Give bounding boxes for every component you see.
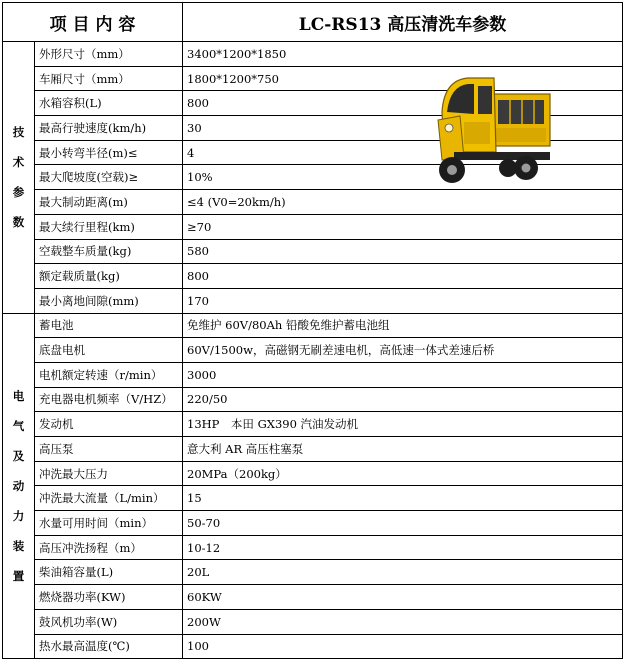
spec-item-value: ≥70: [183, 214, 623, 239]
spec-item-value: 50-70: [183, 511, 623, 536]
spec-row: [3, 511, 623, 536]
category-char: 装: [12, 538, 25, 553]
spec-row: [3, 535, 623, 560]
spec-row: [3, 239, 623, 264]
spec-row: [3, 461, 623, 486]
spec-item-value: 60KW: [183, 585, 623, 610]
spec-item-value: 1800*1200*750: [183, 66, 623, 91]
vehicle-photo: [434, 72, 554, 190]
spec-item-label: 最大爬坡度(空载)≥: [35, 165, 183, 190]
spec-item-label: 最高行驶速度(km/h): [35, 116, 183, 141]
spec-item-value: 3400*1200*1850: [183, 42, 623, 67]
spec-row: [3, 634, 623, 659]
spec-item-value: 10%: [183, 165, 623, 190]
spec-row: [3, 486, 623, 511]
header-left: 项 目 内 容: [3, 3, 183, 42]
category-char: 参: [12, 185, 25, 200]
category-char: 气: [12, 418, 25, 433]
header-row: [3, 3, 623, 42]
spec-item-value: 15: [183, 486, 623, 511]
spec-item-label: 电机额定转速（r/min）: [35, 362, 183, 387]
spec-row: [3, 214, 623, 239]
spec-item-value: 20L: [183, 560, 623, 585]
spec-row: [3, 387, 623, 412]
spec-item-label: 鼓风机功率(W): [35, 609, 183, 634]
spec-item-value: 170: [183, 288, 623, 313]
spec-item-label: 燃烧器功率(KW): [35, 585, 183, 610]
spec-item-value: 意大利 AR 高压柱塞泵: [183, 437, 623, 462]
spec-item-value: 800: [183, 264, 623, 289]
spec-item-value: 13HP 本田 GX390 汽油发动机: [183, 412, 623, 437]
spec-item-label: 最大制动距离(m): [35, 190, 183, 215]
spec-item-value: 220/50: [183, 387, 623, 412]
spec-item-value: 200W: [183, 609, 623, 634]
spec-item-label: 车厢尺寸（mm）: [35, 66, 183, 91]
spec-item-value: 20MPa（200kg）: [183, 461, 623, 486]
spec-item-label: 水箱容积(L): [35, 91, 183, 116]
category-char: 置: [12, 568, 25, 583]
spec-item-label: 空载整车质量(kg): [35, 239, 183, 264]
spec-row: [3, 585, 623, 610]
spec-item-label: 蓄电池: [35, 313, 183, 338]
spec-item-label: 热水最高温度(℃): [35, 634, 183, 659]
spec-item-value: ≤4 (V0=20km/h): [183, 190, 623, 215]
spec-item-label: 水量可用时间（min）: [35, 511, 183, 536]
spec-item-label: 充电器电机频率（V/HZ）: [35, 387, 183, 412]
category-char: 力: [12, 508, 25, 523]
spec-item-label: 高压泵: [35, 437, 183, 462]
spec-item-label: 冲洗最大流量（L/min）: [35, 486, 183, 511]
header-right: LC-RS13 高压清洗车参数: [183, 3, 623, 42]
spec-row: [3, 42, 623, 67]
spec-sheet: [2, 2, 622, 659]
spec-item-label: 最小离地间隙(mm): [35, 288, 183, 313]
spec-item-label: 冲洗最大压力: [35, 461, 183, 486]
spec-item-label: 高压冲洗扬程（m）: [35, 535, 183, 560]
spec-row: [3, 362, 623, 387]
spec-item-value: 30: [183, 116, 623, 141]
spec-row: [3, 609, 623, 634]
spec-row: [3, 313, 623, 338]
spec-item-label: 外形尺寸（mm）: [35, 42, 183, 67]
spec-row: [3, 288, 623, 313]
spec-item-label: 额定载质量(kg): [35, 264, 183, 289]
spec-item-value: 100: [183, 634, 623, 659]
category-char: 术: [12, 155, 25, 170]
spec-item-value: 800: [183, 91, 623, 116]
spec-item-value: 10-12: [183, 535, 623, 560]
spec-row: [3, 264, 623, 289]
spec-item-label: 发动机: [35, 412, 183, 437]
spec-row: [3, 190, 623, 215]
spec-item-value: 60V/1500w，高磁钢无刷差速电机，高低速一体式差速后桥: [183, 338, 623, 363]
category-char: 电: [12, 388, 25, 403]
spec-item-value: 免维护 60V/80Ah 铅酸免维护蓄电池组: [183, 313, 623, 338]
spec-row: [3, 437, 623, 462]
spec-item-label: 柴油箱容量(L): [35, 560, 183, 585]
category-cell: [3, 313, 35, 659]
spec-item-label: 最大续行里程(km): [35, 214, 183, 239]
spec-item-value: 4: [183, 140, 623, 165]
spec-item-value: 580: [183, 239, 623, 264]
spec-row: [3, 560, 623, 585]
category-char: 动: [12, 478, 25, 493]
spec-row: [3, 338, 623, 363]
spec-row: [3, 412, 623, 437]
spec-item-label: 最小转弯半径(m)≤: [35, 140, 183, 165]
category-cell: [3, 42, 35, 314]
category-char: 技: [12, 125, 25, 140]
spec-item-value: 3000: [183, 362, 623, 387]
spec-item-label: 底盘电机: [35, 338, 183, 363]
category-char: 数: [12, 215, 25, 230]
category-char: 及: [12, 448, 25, 463]
